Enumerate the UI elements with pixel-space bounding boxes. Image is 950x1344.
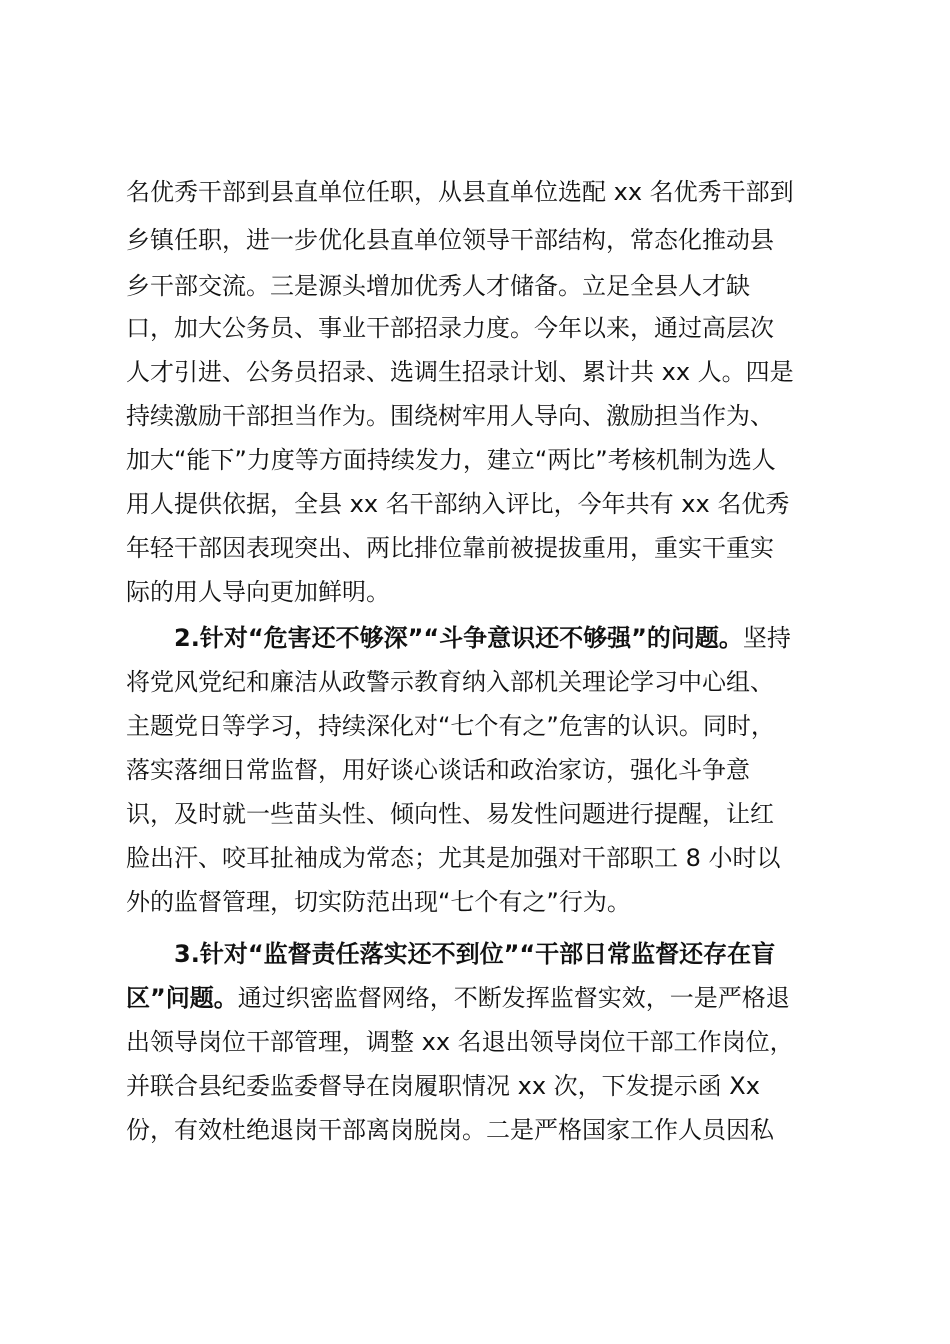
text-line: 出领导岗位干部管理，调整 xx 名退出领导岗位干部工作岗位， bbox=[126, 1028, 794, 1056]
text-line: 并联合县纪委监委督导在岗履职情况 xx 次，下发提示函 Xx bbox=[126, 1072, 760, 1100]
text-line: 际的用人导向更加鲜明。 bbox=[126, 578, 390, 606]
text-line: 持续激励干部担当作为。围绕树牢用人导向、激励担当作为、 bbox=[126, 402, 774, 430]
text-line: 口，加大公务员、事业干部招录力度。今年以来，通过高层次 bbox=[126, 314, 774, 342]
text-line: 乡干部交流。三是源头增加优秀人才储备。立足全县人才缺 bbox=[126, 272, 750, 300]
text-line: 乡镇任职，进一步优化县直单位领导干部结构，常态化推动县 bbox=[126, 226, 774, 254]
text-line: 用人提供依据，全县 xx 名干部纳入评比，今年共有 xx 名优秀 bbox=[126, 490, 790, 518]
text-line: 将党风党纪和廉洁从政警示教育纳入部机关理论学习中心组、 bbox=[126, 668, 774, 696]
section-3-heading-end: 区”问题。 bbox=[126, 984, 238, 1012]
section-2-heading: 2.针对“危害还不够深”“斗争意识还不够强”的问题。 bbox=[174, 624, 743, 652]
text-line: 落实落细日常监督，用好谈心谈话和政治家访，强化斗争意 bbox=[126, 756, 750, 784]
text-line: 脸出汗、咬耳扯袖成为常态；尤其是加强对干部职工 8 小时以 bbox=[126, 844, 781, 872]
section-2-first-text: 坚持 bbox=[742, 624, 791, 652]
section-3-heading: 3.针对“监督责任落实还不到位”“干部日常监督还存在盲 bbox=[174, 940, 776, 968]
text-line: 名优秀干部到县直单位任职，从县直单位选配 xx 名优秀干部到 bbox=[126, 178, 794, 206]
text-line: 加大“能下”力度等方面持续发力，建立“两比”考核机制为选人 bbox=[126, 446, 776, 474]
text-line: 年轻干部因表现突出、两比排位靠前被提拔重用，重实干重实 bbox=[126, 534, 774, 562]
section-3-second-line bbox=[126, 976, 836, 1020]
text-line: 外的监督管理，切实防范出现“七个有之”行为。 bbox=[126, 888, 631, 916]
text-line: 主题党日等学习，持续深化对“七个有之”危害的认识。同时， bbox=[126, 712, 775, 740]
text-line: 人才引进、公务员招录、选调生招录计划、累计共 xx 人。四是 bbox=[126, 358, 794, 386]
text-line: 份，有效杜绝退岗干部离岗脱岗。二是严格国家工作人员因私 bbox=[126, 1116, 774, 1144]
section-3-text: 通过织密监督网络，不断发挥监督实效，一是严格退 bbox=[237, 984, 790, 1012]
text-line: 识，及时就一些苗头性、倾向性、易发性问题进行提醒，让红 bbox=[126, 800, 774, 828]
section-2-first-line bbox=[174, 616, 836, 660]
